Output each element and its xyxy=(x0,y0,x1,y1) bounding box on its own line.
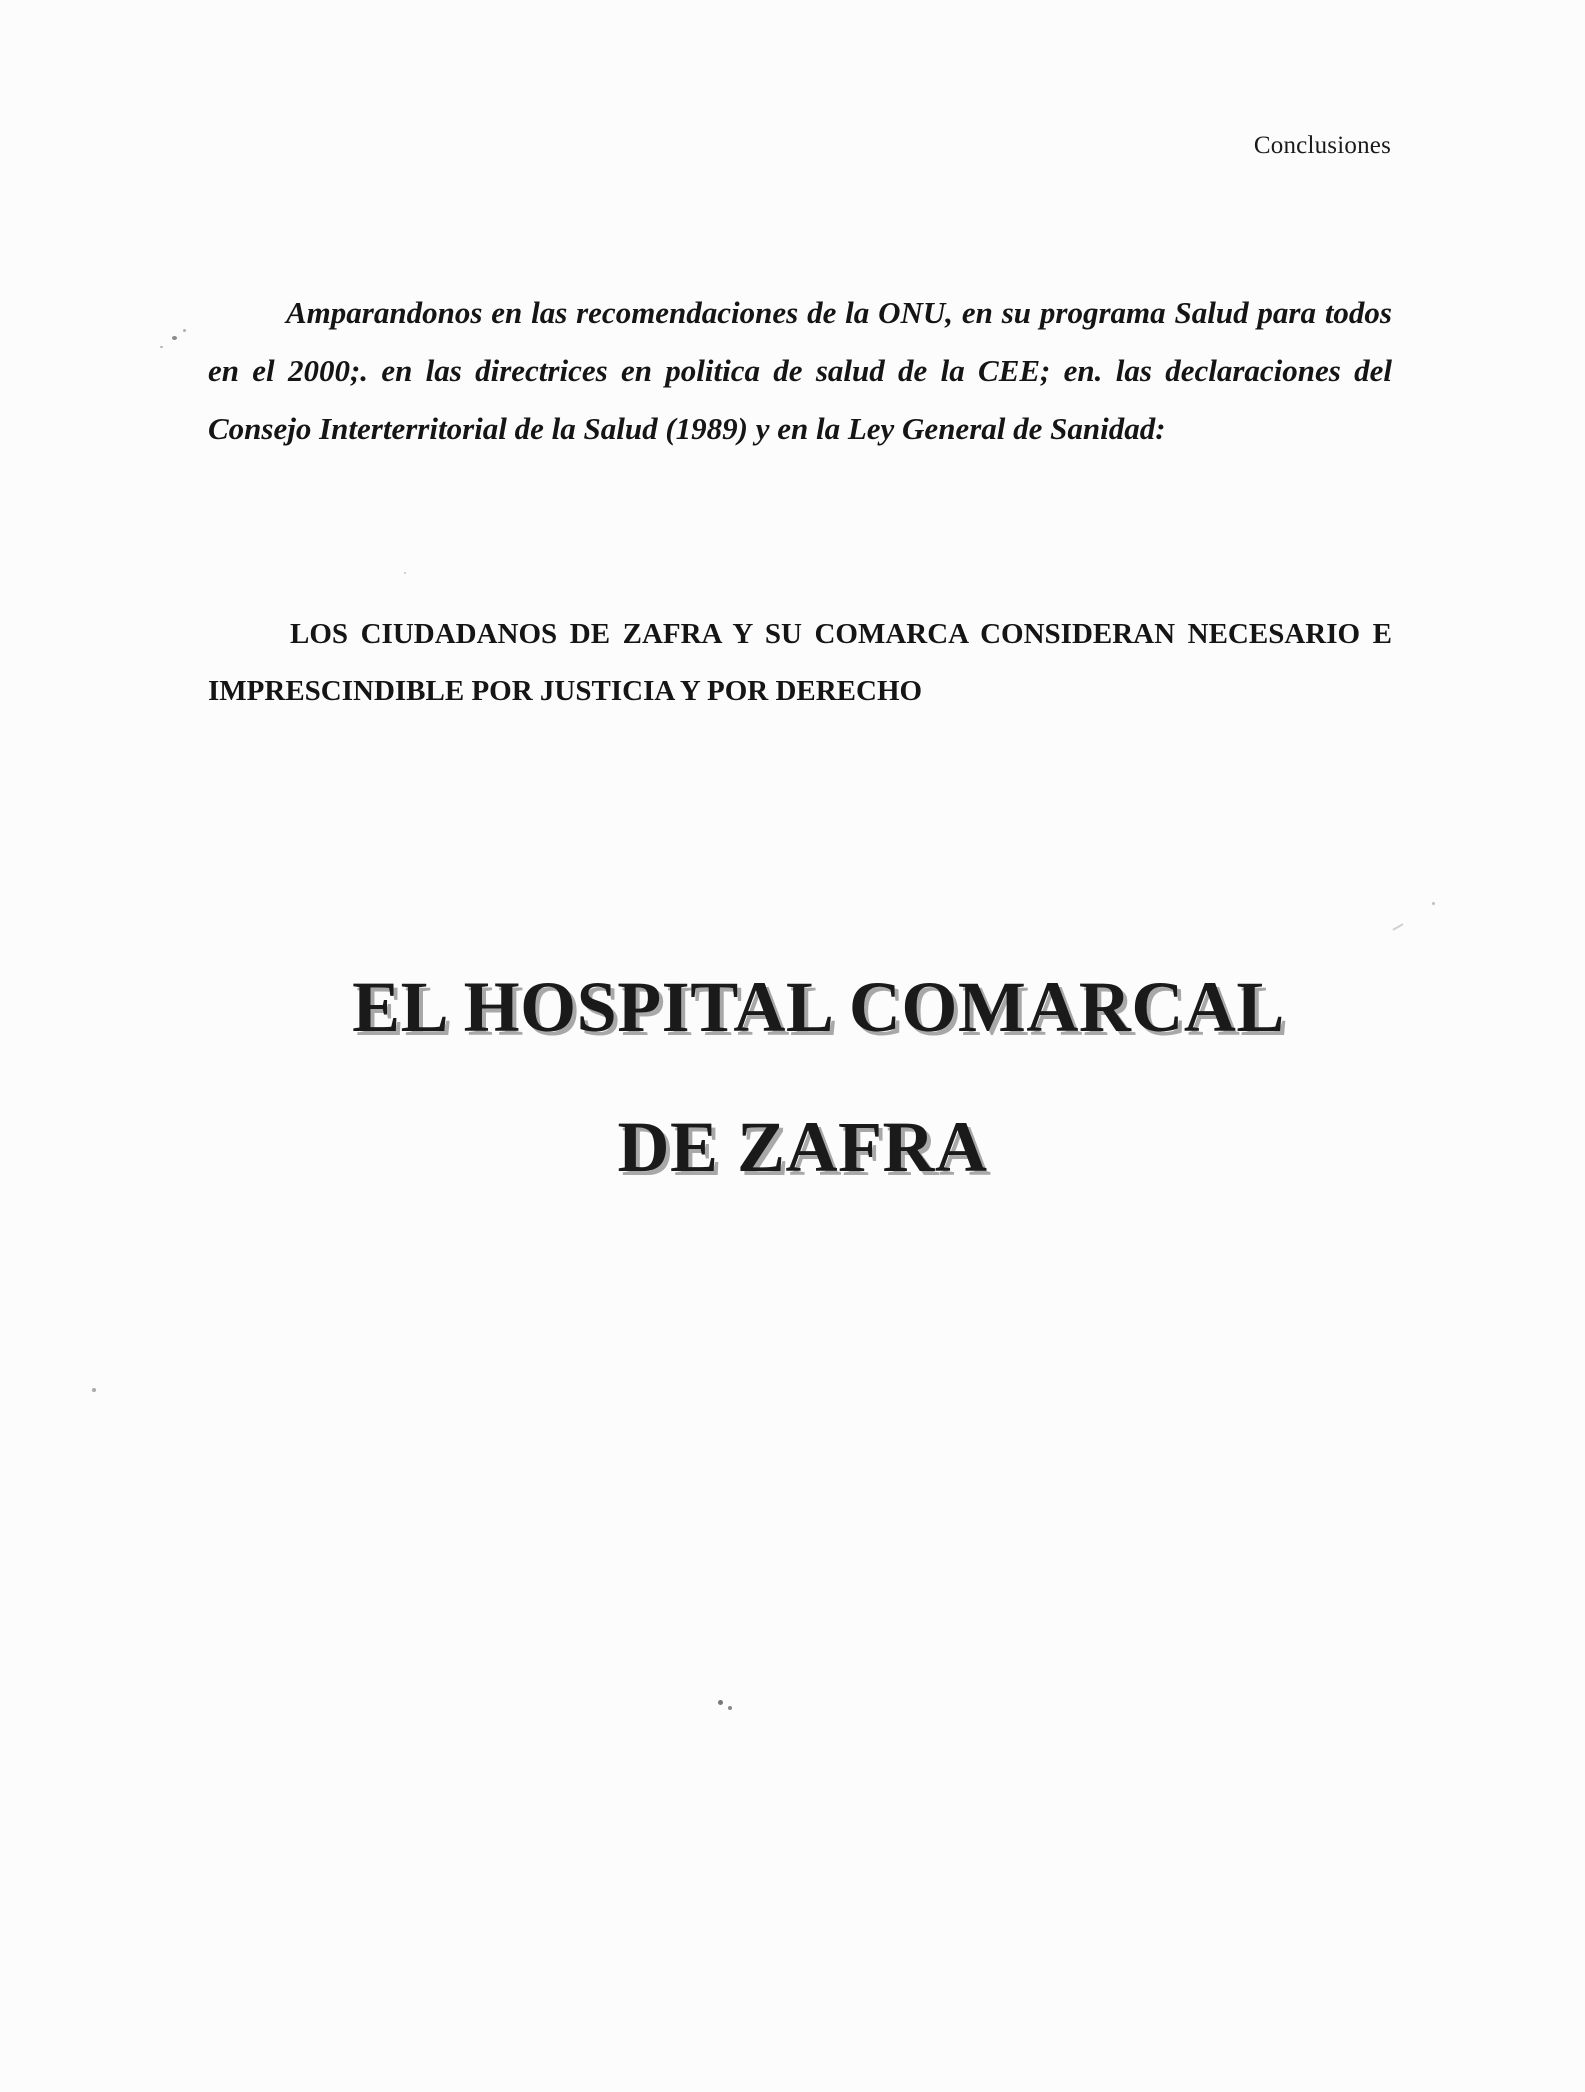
scan-speck xyxy=(404,572,406,574)
scan-speck xyxy=(183,329,186,332)
scan-speck xyxy=(92,1388,96,1392)
section-label: Conclusiones xyxy=(1253,132,1391,159)
scan-speck xyxy=(1392,923,1403,931)
scan-speck xyxy=(160,346,163,348)
headline-line-2: DE ZAFRA xyxy=(617,1107,988,1187)
intro-paragraph: Amparandonos en las recomendaciones de la ONU, en su programa Salud para todos en el 2000;. en las directrices en politica de salud de la CEE; en. las declaraciones del Consejo Interterritorial de la Salud (1989) y en la Ley General de Sanidad: xyxy=(208,295,1392,446)
headline-line-1: EL HOSPITAL COMARCAL xyxy=(352,967,1285,1047)
scan-speck xyxy=(718,1700,723,1705)
scan-speck xyxy=(172,336,177,340)
scan-speck xyxy=(728,1706,732,1710)
scan-speck xyxy=(1432,902,1435,905)
citizens-statement: LOS CIUDADANOS DE ZAFRA Y SU COMARCA CONSIDERAN NECESARIO E IMPRESCINDIBLE POR JUSTICIA Y POR DERECHO xyxy=(208,618,1392,707)
